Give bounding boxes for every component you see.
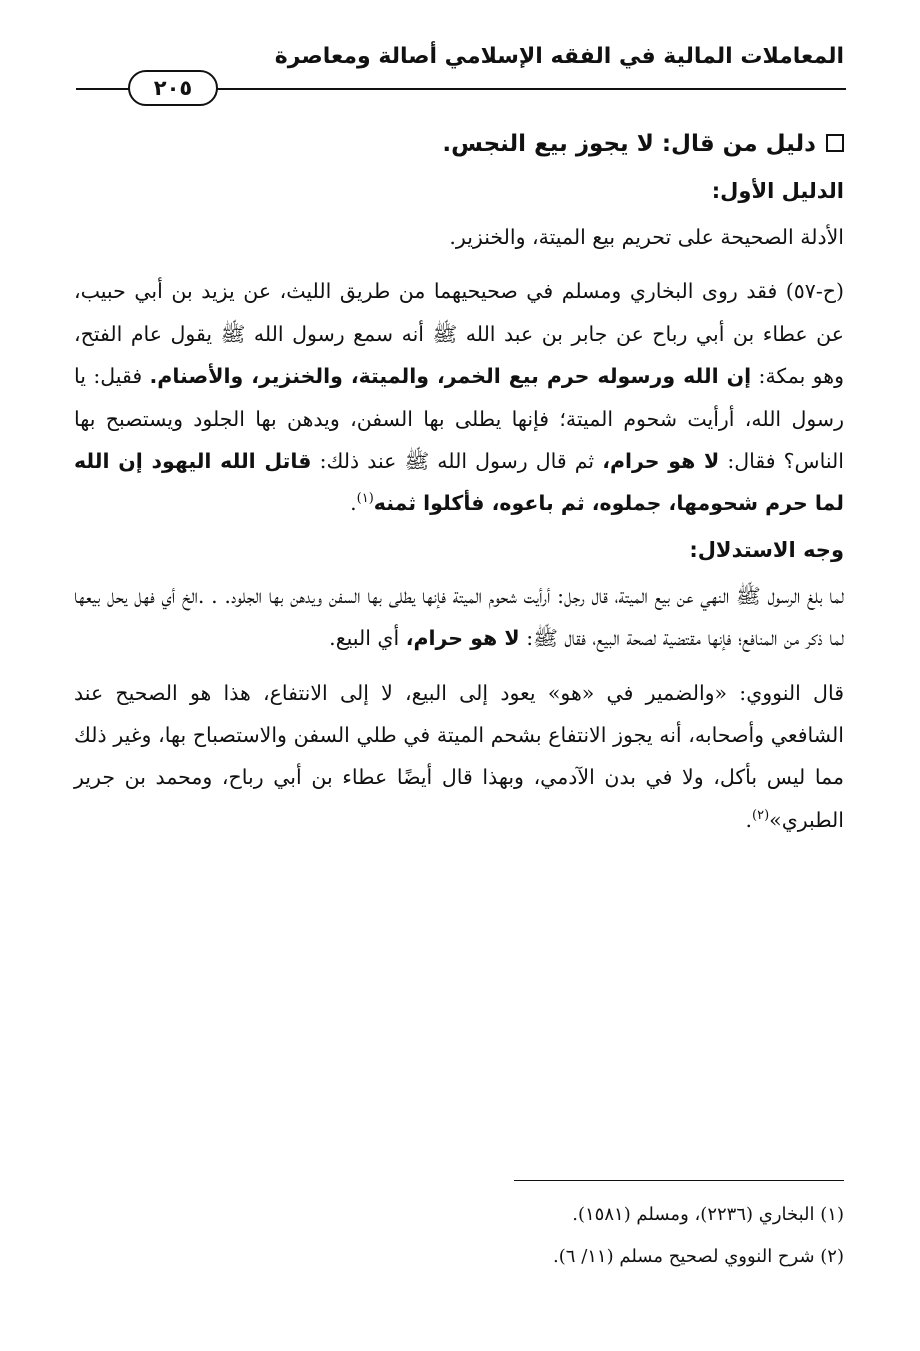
nawawi-paragraph [74, 672, 844, 842]
hadith-chain: (ح-٥٧) فقد روى البخاري ومسلم في صحيحيهما من طريق الليث، عن يزيد بن أبي حبيب، عن عطاء بن أبي رباح عن جابر بن عبد الله ﷺ أنه سمع رسول الله ﷺ يقول عام الفتح، وهو بمكة: [74, 279, 844, 389]
hadith-conclusion: قاتل الله اليهود إن الله لما حرم شحومها، جملوه، ثم باعوه، فأكلوا ثمنه [74, 449, 844, 516]
inference-quote: لا هو حرام، [405, 626, 520, 651]
section-title [74, 122, 844, 166]
nawawi-text: قال النووي: «والضمير في «هو» يعود إلى البيع، لا إلى الانتفاع، هذا هو الصحيح عند الشافعي وأصحابه، أنه يجوز الانتفاع بشحم الميتة في طلي السفن والاستصباح بها، وغير ذلك مما ليس بأكل، ولا في بدن الآدمي، وبهذا قال أيضًا عطاء بن أبي رباح، ومحمد بن جرير الطبري» [74, 680, 844, 832]
hadith-quote: إن الله ورسوله حرم بيع الخمر، والميتة، والخنزير، والأصنام. [149, 364, 752, 389]
page-number: ٢٠٥ [128, 70, 218, 106]
first-evidence-intro: الأدلة الصحيحة على تحريم بيع الميتة، والخنزير. [449, 225, 844, 249]
inference-end: أي البيع. [329, 626, 400, 651]
footnote-ref-2: (٢) [752, 808, 770, 824]
first-evidence-heading: الدليل الأول: [711, 179, 844, 203]
square-bullet-icon [826, 134, 844, 152]
nawawi-end: . [745, 807, 753, 832]
hadith-question: فقيل: يا رسول الله، أرأيت شحوم الميتة؛ فإنها يطلى بها السفن، ويدهن بها الجلود ويستصبح بها الناس؟ فقال: [74, 364, 844, 474]
hadith-answer: لا هو حرام، [602, 449, 720, 474]
inference-text: لما بلغ الرسول ﷺ النهي عن بيع الميتة، قال رجل: أرأيت شحوم الميتة فإنها يطلى بها السفن ويدهن بها الجلود. . .الخ أي فهل يحل بيعها لما ذكر من المنافع؛ فإنها مقتضية لصحة البيع، فقال ﷺ: [74, 583, 844, 651]
footnote-1: (١) البخاري (٢٢٣٦)، ومسلم (١٥٨١). [572, 1204, 844, 1225]
footnote-2: (٢) شرح النووي لصحيح مسلم (١١/ ٦). [553, 1246, 844, 1267]
hadith-paragraph [74, 270, 844, 524]
running-title: المعاملات المالية في الفقه الإسلامي أصالة ومعاصرة [274, 44, 844, 69]
hadith-transition: ثم قال رسول الله ﷺ عند ذلك: [319, 449, 595, 474]
footnote-ref-1: (١) [356, 491, 374, 507]
inference-paragraph [74, 575, 844, 660]
footnote-rule [514, 1180, 844, 1181]
footnotes [74, 1194, 844, 1278]
inference-heading: وجه الاستدلال: [689, 537, 844, 562]
hadith-end: . [350, 491, 357, 516]
body-text [74, 122, 844, 841]
section-title-text: دليل من قال: لا يجوز بيع النجس. [442, 131, 816, 157]
